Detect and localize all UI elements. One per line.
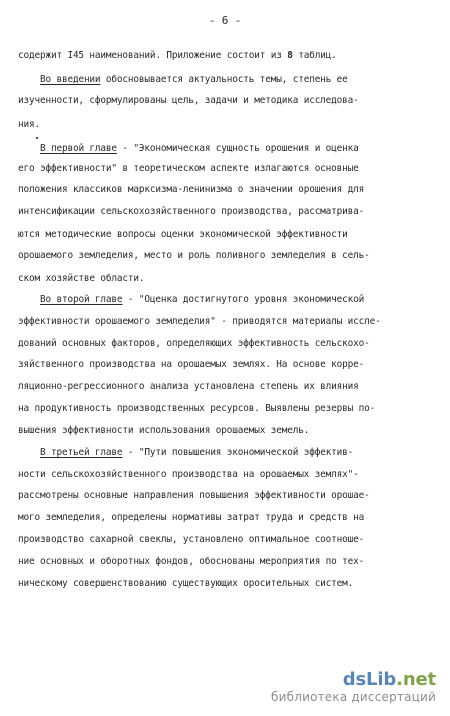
text-line: положения классиков марксизма-ленинизма о значении орошения для [18,184,365,195]
text-line: ности сельскохозяйственного производства на орошаемых землях"- [18,469,359,480]
scan-speck [36,137,38,139]
page-number: - 6 - [208,14,242,27]
watermark-logo: dsLib.net [342,669,436,690]
text-line: его эффективности" в теоретическом аспекте излагаются основные [18,163,359,174]
text-line: содержит I45 наименований. Приложение состоит из 8 таблиц. [18,50,337,61]
text-line: ния. [18,119,40,130]
text-line: ляционно-регрессионного анализа установлена степень их влияния [18,381,359,392]
text-line: ние основных и оборотных фондов, обоснованы мероприятия по тех- [18,556,365,567]
text-line: Во второй главе - "Оценка достигнутого уровня экономической [39,294,365,305]
text-line: эффективности орошаемого земледелия" - приводятся материалы иссле- [18,316,381,327]
text-line: орошаемого земледелия, место и роль поливного земледелия в сель- [18,250,370,261]
watermark [271,670,436,704]
text-line: зяйственного производства на орошаемых землях. На основе корре- [18,359,365,370]
text-line: ническому совершенствованию существующих оросительных систем. [18,578,354,589]
text-line: Во введении обосновывается актуальность темы, степень ее [39,74,348,85]
watermark-subtitle: библиотека диссертаций [271,690,436,704]
text-line: производство сахарной свеклы, установлено оптимальное соотноше- [18,534,365,545]
text-line: дований основных факторов, определяющих эффективность сельскохо- [18,338,370,349]
text-line: рассмотрены основные направления повышения эффективности орошае- [18,490,370,501]
text-line: мого земледелия, определены нормативы затрат труда и средств на [18,512,365,523]
text-line: ском хозяйстве области. [18,273,145,284]
text-line: вышения эффективности использования орошаемых земель. [18,425,310,436]
text-line: ются методические вопросы оценки экономической эффективности [18,229,348,240]
text-line: на продуктивность производственных ресурсов. Выявлены резервы по- [18,403,376,414]
text-line: интенсификации сельскохозяйственного производства, рассматрива- [18,206,365,217]
text-line: В первой главе - "Экономическая сущность орошения и оценка [39,143,359,154]
text-line: В третьей главе - "Пути повышения экономической эффектив- [39,447,354,458]
text-line: изученности, сформулированы цель, задачи и методика исследова- [18,95,359,106]
